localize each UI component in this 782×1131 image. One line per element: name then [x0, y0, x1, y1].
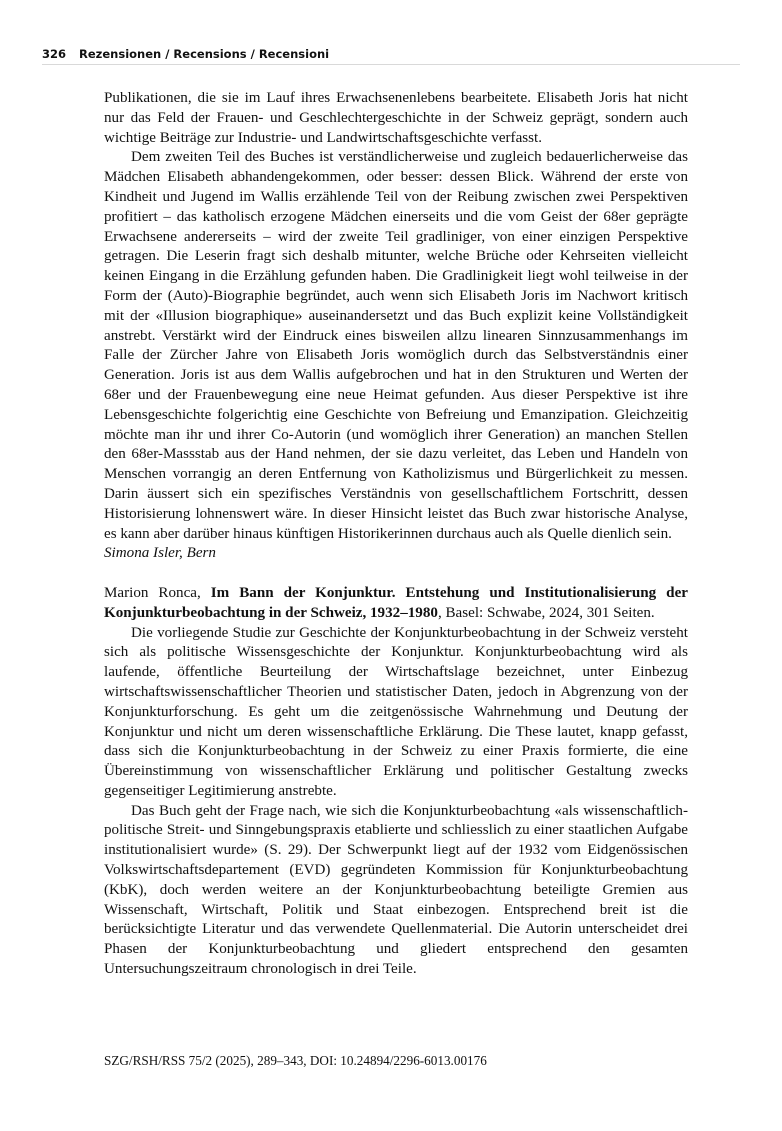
running-title: Rezensionen / Recensions / Recensioni	[79, 47, 330, 61]
review2-paragraph-2: Das Buch geht der Frage nach, wie sich die Konjunkturbeobachtung «als wissenschaftlich-politische Streit- und Sinngebungspraxis etablierte und schliesslich zu einer staatlichen Aufgabe institutionalisiert wurde» (S. 29). Der Schwerpunkt liegt auf der 1932 vom Eidgenössischen Volkswirtschaftsdepartement (EVD) gegründeten Kommission für Konjunkturbeobachtung (KbK), doch werden weitere an der Konjunkturbeobachtung beteiligte Gremien aus Wissenschaft, Wirtschaft, Politik und Staat einbezogen. Entsprechend breit ist die berücksichtigte Literatur und das verwendete Quellenmaterial. Die Autorin unterscheidet drei Phasen der Konjunkturbeobachtung und gliedert entsprechend den gesamten Untersuchungszeitraum chronologisch in drei Teile.	[104, 802, 688, 978]
review2-paragraph-1: Die vorliegende Studie zur Geschichte der Konjunkturbeobachtung in der Schweiz versteht sich als politische Wissensgeschichte der Konjunktur. Konjunkturbeobachtung wird als laufende, öffentliche Beurteilung der Wirtschaftslage bezeichnet, unter Einbezug wirtschaftswissenschaftlicher Theorien und statistischer Daten, jedoch in Abgrenzung von der Konjunkturforschung. Es geht um die zeitgenössische Wahrnehmung und Deutung der Konjunktur und nicht um deren wissenschaftliche Erklärung. Die These lautet, knapp gefasst, dass sich die Konjunkturbeobachtung in der Schweiz zu einer Praxis formierte, die eine Übereinstimmung von wissenschaftlicher Erklärung und politischer Gestaltung zwecks gegenseitiger Legitimierung anstrebte.	[104, 624, 688, 799]
review-separator	[104, 564, 688, 584]
review2-citation	[104, 584, 688, 624]
header-rule	[42, 64, 740, 65]
page-number: 326	[42, 47, 67, 61]
running-header	[42, 47, 329, 61]
review1-paragraph-1: Publikationen, die sie im Lauf ihres Erwachsenenlebens bearbeitete. Elisabeth Joris hat nicht nur das Feld der Frauen- und Geschlechtergeschichte in der Schweiz geprägt, sondern auch wichtige Beiträge zur Industrie- und Landwirtschaftsgeschichte verfasst.	[104, 90, 688, 146]
journal-citation-footer: SZG/RSH/RSS 75/2 (2025), 289–343, DOI: 10.24894/2296-6013.00176	[104, 1053, 487, 1068]
review1-paragraph-2: Dem zweiten Teil des Buches ist verständlicherweise und zugleich bedauerlicherweise das Mädchen Elisabeth abhandengekommen, oder besser: dessen Blick. Während der erste von Kindheit und Jugend im Wallis erzählende Teil von der Reibung zwischen zwei Perspektiven profitiert – das katholisch erzogene Mädchen einerseits und die vom Geist der 68er geprägte Erwachsene andererseits – wird der zweite Teil gradliniger, von einer einzigen Perspektive getragen. Die Leserin fragt sich deshalb mitunter, welche Brüche oder Kehrseiten vielleicht keinen Eingang in die Erzählung gefunden haben. Die Gradlinigkeit liegt wohl teilweise in der Form der (Auto)-Biographie begründet, auch wenn sich Elisabeth Joris im Nachwort kritisch mit der «Illusion biographique» auseinandersetzt und das Buch explizit keine Vollständigkeit anstrebt. Verstärkt wird der Eindruck eines bisweilen allzu linearen Sinnzusammenhangs im Falle der Zürcher Jahre von Elisabeth Joris womöglich durch das Selbstverständnis einer Generation. Joris ist aus dem Wallis aufgebrochen und hat in den Strukturen und Werten der 68er und der Frauenbewegung eine neue Heimat gefunden. Aus dieser Perspektive ist ihre Lebensgeschichte folgerichtig eine Geschichte von Befreiung und Emanzipation. Gleichzeitig möchte man ihr und ihrer Co-Autorin (und womöglich ihrer Generation) an manchen Stellen den 68er-Massstab aus der Hand nehmen, der sie dazu verleitet, das Leben und Handeln von Menschen vorrangig an deren Entfernung von Katholizismus und Bürgerlichkeit zu messen. Darin äussert sich ein spezifisches Verständnis von gesellschaftlichem Fortschritt, dessen Historisierung lohnenswert wäre. In dieser Hinsicht leistet das Buch zwar historische Analyse, es kann aber darüber hinaus künftigen Historikerinnen durchaus auch als Quelle dienlich sein.	[104, 149, 688, 542]
review2-publication: , Basel: Schwabe, 2024, 301 Seiten.	[437, 604, 655, 621]
review2-title: Im Bann der Konjunktur. Entstehung und Institutionalisierung der Konjunkturbeobachtung in der Schweiz, 1932–1980	[104, 584, 688, 621]
article-body	[104, 89, 688, 980]
review1-signature: Simona Isler, Bern	[104, 545, 216, 562]
review2-author: Marion Ronca,	[104, 584, 201, 601]
